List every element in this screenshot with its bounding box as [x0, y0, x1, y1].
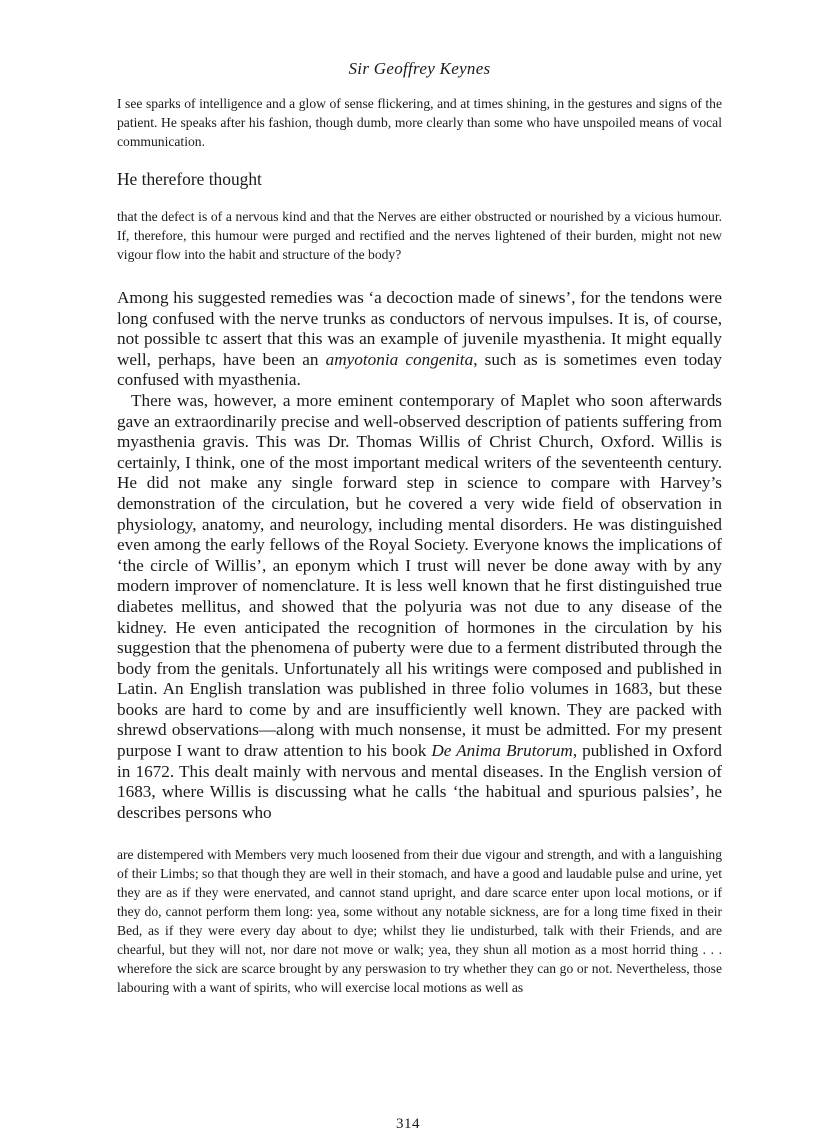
block-quote-2: that the defect is of a nervous kind and that the Nerves are either obstructed or nourished by a vicious humour. If, therefore, this humour were purged and rectified and the nerves lightened of their burden, might not new vigour flow into the habit and structure of the body? [117, 209, 722, 262]
block-quote-3: are distempered with Members very much loosened from their due vigour and strength, and with a languishing of their Limbs; so that though they are well in their stomach, and have a good and laudable pulse and urine, yet they are as if they were enervated, and cannot stand upright, and dare scarce enter upon local motions, or if they do, cannot perform them long: yea, some without any notable sickness, are for a long time fixed in their Bed, as if they were every day about to dye; whilst they lie undisturbed, talk with their Friends, and are chearful, but they will not, nor dare not move or walk; yea, they shun all motion as a most horrid thing . . . wherefore the sick are scarce brought by any perswasion to try whether they can go or not. Nevertheless, those labouring with a want of spirits, who will exercise local motions as well as [117, 847, 722, 996]
page-body [117, 58, 722, 997]
block-quote-1: I see sparks of intelligence and a glow of sense flickering, and at times shining, in the gestures and signs of the patient. He speaks after his fashion, though dumb, more clearly than some who have unspoiled means of vocal communication. [117, 96, 722, 149]
paragraph-2-book-title: De Anima Brutorum [431, 741, 573, 761]
paragraph-1-text-a: Among his suggested remedies was ‘a decoction made of sinews’, for the tendons were long confused with the nerve trunks as conductors of nervous impulses. It is, of course, not possible tc assert that this was an example of juvenile myasthenia. It might equally well, perhaps, have been an [117, 288, 722, 369]
paragraph-1-italic-term: amyotonia congenita [325, 349, 474, 369]
paragraph-2 [117, 391, 722, 823]
running-head: Sir Geoffrey Keynes [348, 59, 491, 78]
lead-in-text: He therefore thought [117, 169, 262, 189]
paragraph-2-text-a: There was, however, a more eminent contemporary of Maplet who soon afterwards gave an extraordinarily precise and well-observed description of patients suffering from myasthenia gravis. This was Dr. Thomas Willis of Christ Church, Oxford. Willis is certainly, I think, one of the most important medical writers of the seventeenth century. He did not make any single forward step in science to compare with Harvey’s demonstration of the circulation, but he covered a very wide field of observation in physiology, anatomy, and neurology, including mental disorders. He was distinguished even among the early fellows of the Royal Society. Everyone knows the implications of ‘the circle of Willis’, an eponym which I trust will never be done away with by any modern improver of nomenclature. It is less well known that he first distinguished true diabetes mellitus, and showed that the polyuria was not due to any disease of the kidney. He even anticipated the recognition of hormones in the circulation by his suggestion that the phenomena of puberty were due to a ferment distributed through the body from the genitals. Unfortunately all his writings were composed and published in Latin. An English translation was published in three folio volumes in 1683, but these books are hard to come by and are insufficiently well known. They are packed with shrewd observations—along with much nonsense, it must be admitted. For my present purpose I want to draw attention to his book [117, 390, 722, 761]
paragraph-1 [117, 288, 722, 391]
paragraph-2-text-b: , published in Oxford in 1672. This dealt mainly with nervous and mental diseases. In the English version of 1683, where Willis is discussing what he calls ‘the habitual and spurious palsies’, he describes persons who [117, 741, 722, 822]
paragraph-1-text-b: , such as is sometimes even today confused with myasthenia. [117, 349, 723, 390]
page-number: 314 [396, 1116, 420, 1132]
